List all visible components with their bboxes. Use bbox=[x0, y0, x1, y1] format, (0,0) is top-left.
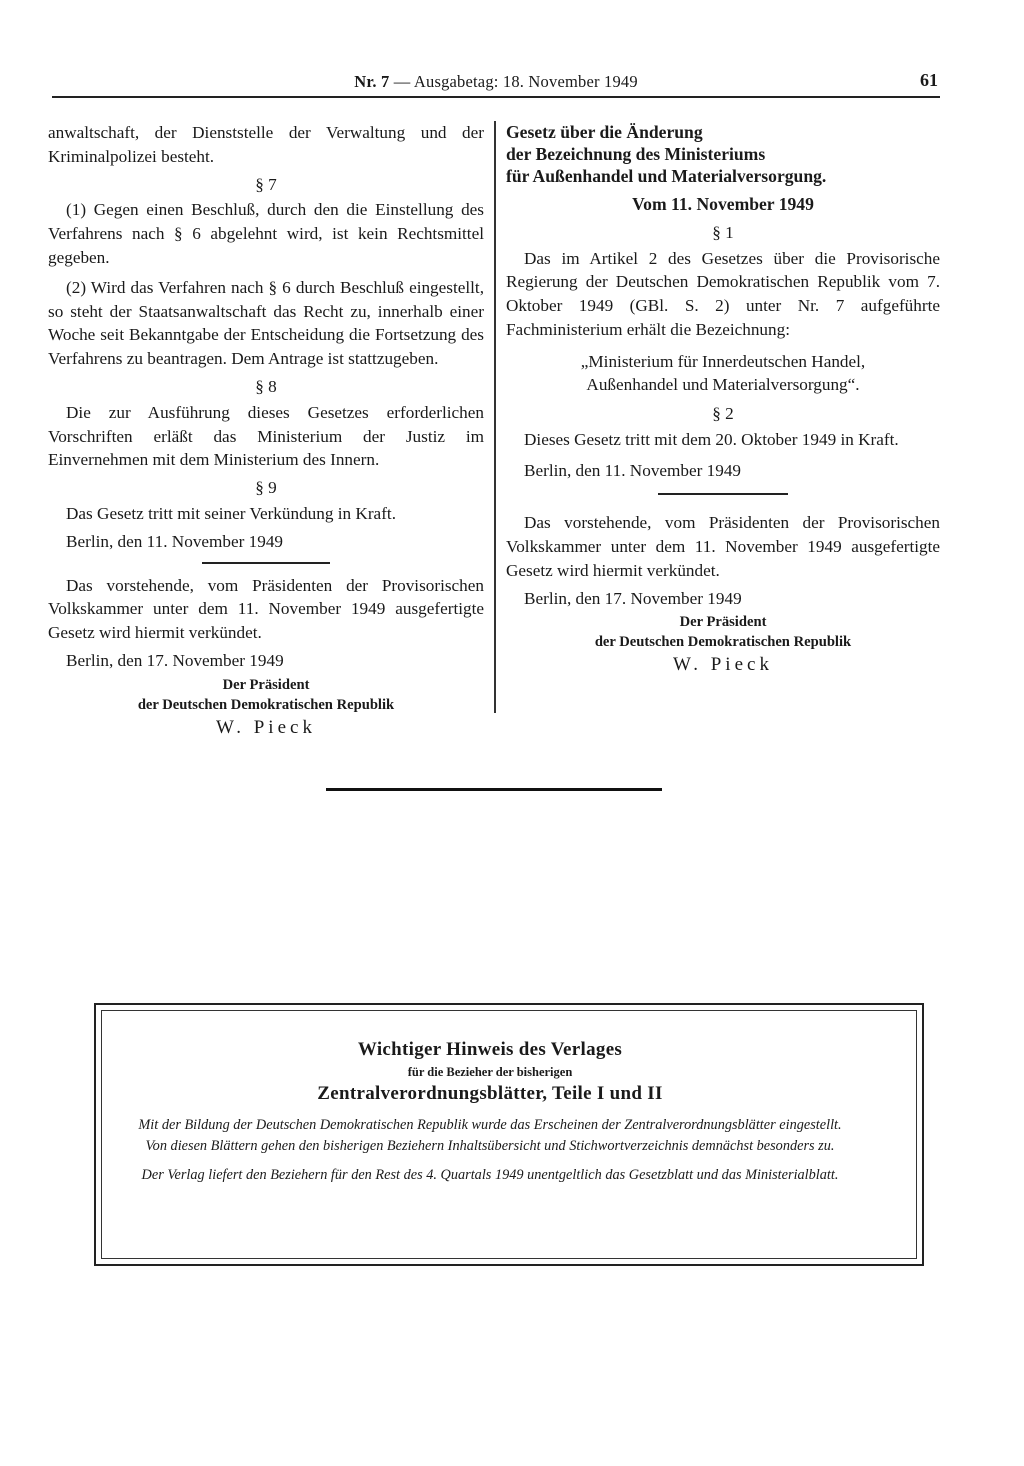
right-separator bbox=[658, 493, 788, 495]
law-title-line-3: für Außenhandel und Materialversorgung. bbox=[506, 166, 827, 186]
section-1-heading: § 1 bbox=[712, 222, 734, 242]
left-column bbox=[48, 121, 484, 741]
section-7-heading: § 7 bbox=[255, 174, 277, 194]
left-date-2: Berlin, den 17. November 1949 bbox=[66, 650, 284, 670]
issue-date: — Ausgabetag: 18. November 1949 bbox=[389, 72, 638, 91]
law-date: Vom 11. November 1949 bbox=[632, 194, 814, 214]
notice-content bbox=[130, 1039, 850, 1194]
section-2-heading: § 2 bbox=[712, 403, 734, 423]
left-separator bbox=[202, 562, 330, 564]
section-9-heading: § 9 bbox=[255, 478, 277, 498]
header-rule bbox=[52, 96, 940, 98]
right-date-1: Berlin, den 11. November 1949 bbox=[524, 461, 742, 481]
notice-subtitle: für die Bezieher der bisherigen bbox=[407, 1065, 573, 1079]
section-8-paragraph: Die zur Ausführung dieses Gesetzes erforderlichen Vorschriften erläßt das Ministerium der Justiz im Einvernehmen mit dem Ministerium des Innern. bbox=[48, 402, 484, 470]
left-date-1: Berlin, den 11. November 1949 bbox=[66, 531, 284, 551]
right-signature-title-1: Der Präsident bbox=[679, 614, 767, 631]
section-2-paragraph: Dieses Gesetz tritt mit dem 20. Oktober 1949 in Kraft. bbox=[524, 429, 899, 449]
law-title-line-2: der Bezeichnung des Ministeriums bbox=[506, 144, 766, 164]
left-signature-title-1: Der Präsident bbox=[222, 676, 310, 693]
issue-line bbox=[52, 72, 940, 92]
ministry-name-quote bbox=[506, 350, 940, 396]
notice-title-2: Zentralverordnungsblätter, Teile I und II bbox=[317, 1083, 663, 1104]
section-9-paragraph: Das Gesetz tritt mit seiner Verkündung in Kraft. bbox=[66, 503, 396, 523]
right-signature-name: W. Pieck bbox=[673, 654, 773, 676]
notice-inner-frame bbox=[101, 1010, 917, 1259]
publisher-notice-box bbox=[94, 1003, 924, 1266]
right-column bbox=[506, 121, 940, 678]
law-title-line-1: Gesetz über die Änderung bbox=[506, 122, 703, 142]
left-signature-name: W. Pieck bbox=[216, 716, 316, 738]
section-1-paragraph: Das im Artikel 2 des Gesetzes über die Provisorische Regierung der Deutschen Demokratischen Republik vom 7. Oktober 1949 (GBl. S. 2) unter Nr. 7 aufgeführte Fachministerium erhält die Bezeichnung: bbox=[506, 248, 940, 339]
issue-number: Nr. 7 bbox=[354, 72, 390, 91]
notice-text-2: Der Verlag liefert den Beziehern für den Rest des 4. Quartals 1949 unentgeltlich das Gesetzblatt und das Ministerialblatt. bbox=[141, 1167, 839, 1183]
quote-line-2: Außenhandel und Materialversorgung“. bbox=[586, 374, 860, 394]
page-number: 61 bbox=[920, 70, 938, 90]
section-7-paragraph-1: (1) Gegen einen Beschluß, durch den die Einstellung des Verfahrens nach § 6 abgelehnt wird, ist kein Rechtsmittel gegeben. bbox=[48, 200, 484, 267]
quote-line-1: „Ministerium für Innerdeutschen Handel, bbox=[580, 351, 866, 371]
section-8-heading: § 8 bbox=[255, 376, 277, 396]
left-signature-title-2: der Deutschen Demokratischen Republik bbox=[137, 696, 395, 713]
intro-paragraph: anwaltschaft, der Dienststelle der Verwaltung und der Kriminalpolizei besteht. bbox=[48, 123, 484, 166]
section-end-rule bbox=[326, 788, 662, 791]
section-7-paragraph-2: (2) Wird das Verfahren nach § 6 durch Beschluß eingestellt, so steht der Staatsanwaltschaft das Recht zu, innerhalb einer Woche seit Bekanntgabe der Entscheidung die Fortsetzung des Verfahrens zu beantragen. Dem Antrage ist stattzugeben. bbox=[48, 277, 484, 369]
column-divider bbox=[494, 121, 496, 713]
notice-text-1: Mit der Bildung der Deutschen Demokratischen Republik wurde das Erscheinen der Zentralverordnungsblätter eingestellt. Von diesen Blättern gehen den bisherigen Beziehern Inhaltsübersicht und Stichwortverzeichnis demnächst besonders zu. bbox=[138, 1117, 842, 1154]
right-signature-title-2: der Deutschen Demokratischen Republik bbox=[594, 634, 852, 651]
right-date-2: Berlin, den 17. November 1949 bbox=[524, 588, 742, 608]
notice-title: Wichtiger Hinweis des Verlages bbox=[357, 1039, 623, 1060]
right-proclamation: Das vorstehende, vom Präsidenten der Provisorischen Volkskammer unter dem 11. November 1949 ausgefertigte Gesetz wird hiermit verkündet. bbox=[506, 513, 940, 580]
page-header bbox=[52, 68, 940, 94]
left-proclamation: Das vorstehende, vom Präsidenten der Provisorischen Volkskammer unter dem 11. November 1949 ausgefertigte Gesetz wird hiermit verkündet. bbox=[48, 575, 484, 643]
